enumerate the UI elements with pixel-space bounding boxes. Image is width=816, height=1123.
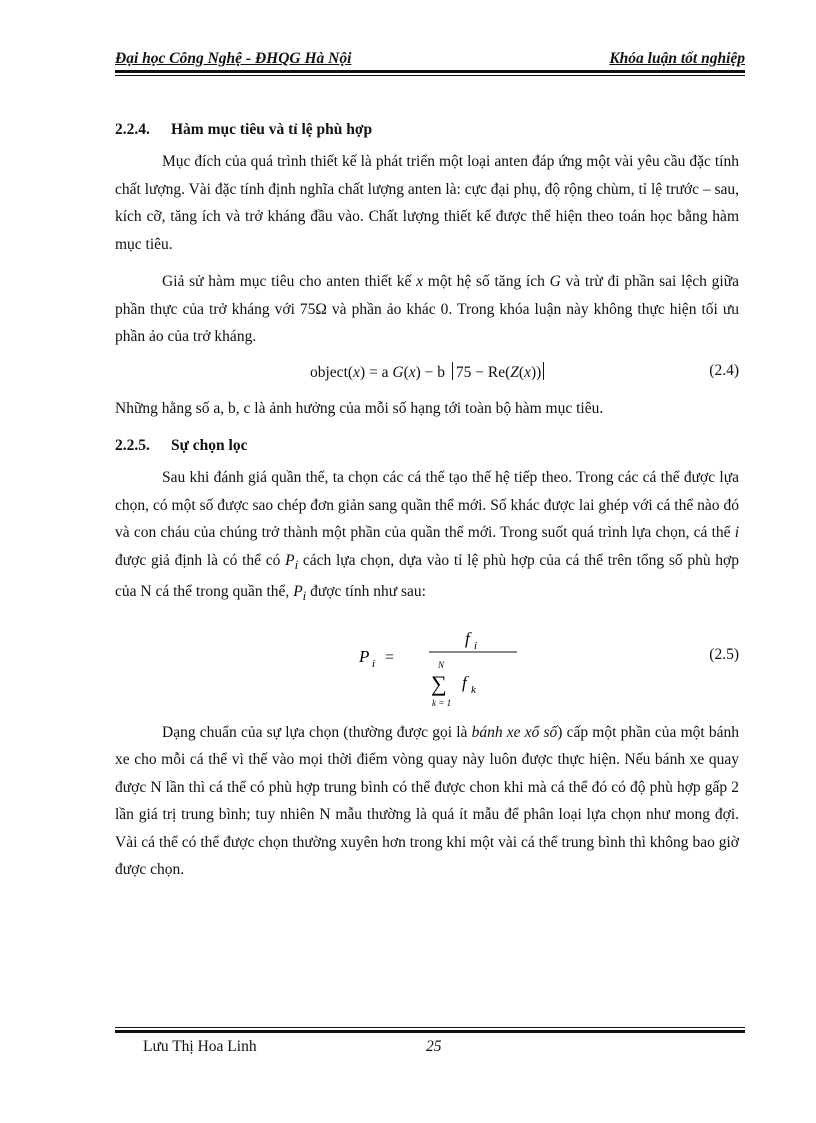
paragraph: Sau khi đánh giá quần thể, ta chọn các cá thể tạo thế hệ tiếp theo. Trong các cá thể được lựa chọn, có một số được sao chép đơn giản sang quần thể mới. Số khác được lai ghép với cá thể nào đó và con cháu của chúng trở thành một phần của quần thể mới. Trong suốt quá trình lựa chọn, cá thể i được giả định là có thể có $P_i$ cách lựa chọn, dựa vào tỉ lệ phù hợp của cá thể trên tổng số phù hợp của N cá thể trong quần thể, $P_i$ được tính như sau: [115, 469, 739, 604]
page-header [115, 50, 745, 70]
paragraph: Giả sử hàm mục tiêu cho anten thiết kế x một hệ số tăng ích G và trừ đi phần sai lệch giữa phần thực của trở kháng với 75Ω và phần ảo khác 0. Trong khóa luận này không thực hiện tối ưu phần ảo của trở kháng. [115, 273, 739, 345]
fraction-formula [345, 614, 545, 710]
section-number: 2.2.5. [115, 437, 150, 454]
paragraph: Những hằng số a, b, c là ảnh hưởng của mỗi số hạng tới toàn bộ hàm mục tiêu. [115, 399, 604, 417]
svg-text:k = 1: k = 1 [432, 697, 452, 708]
footer-rule-thick [115, 1030, 745, 1033]
svg-text:i: i [372, 657, 376, 670]
section-heading-2-2-4 [115, 118, 739, 142]
svg-text:∑: ∑ [431, 670, 447, 696]
section-heading-2-2-5 [115, 434, 739, 458]
section-title: Hàm mục tiêu và tỉ lệ phù hợp [171, 121, 373, 138]
page-body [115, 118, 739, 884]
section-number: 2.2.4. [115, 121, 150, 138]
paragraph: Dạng chuẩn của sự lựa chọn (thường được gọi là bánh xe xổ số) cấp một phần của một bánh xe cho mỗi cá thể vì thế vào mọi thời điểm vòng quay này luôn được thực hiện. Nếu bánh xe quay được N lần thì cá thể có phù hợp trung bình có thể được chon khi mà cá thể đó có độ phù hợp gấp 2 lần giá trị trung bình; tuy nhiên N mẫu thường là quá ít mẫu để phân loại lựa chọn như mong đợi. Vài cá thể có thể được chọn thường xuyên hơn trong khi một vài cá thể trung bình thì không bao giờ được chọn. [115, 723, 740, 879]
equation-2-5 [115, 610, 739, 710]
header-university: Đại học Công Nghệ - ĐHQG Hà Nội [115, 50, 352, 67]
svg-text:f: f [465, 628, 470, 648]
svg-text:=: = [385, 648, 395, 666]
svg-text:k: k [471, 683, 476, 696]
equation-formula: object(x) = a G(x) − b 75 − Re(Z(x)) [310, 362, 544, 382]
paragraph: Mục đích của quá trình thiết kế là phát triển một loại anten đáp ứng một vài yêu cầu đặc tính chất lượng. Vài đặc tính định nghĩa chất lượng anten là: cực đại phụ, độ rộng chùm, tỉ lệ trước – sau, kích cỡ, tăng ích và trở kháng đầu vào. Chất lượng thiết kế được thể hiện theo toán học bằng hàm mục tiêu. [115, 153, 739, 253]
svg-text:i: i [474, 639, 478, 652]
equation-number: (2.4) [709, 361, 739, 379]
svg-text:N: N [438, 659, 445, 670]
footer-author: Lưu Thị Hoa Linh [143, 1038, 257, 1055]
header-rule-thin [115, 75, 745, 76]
header-rule-thick [115, 70, 745, 73]
equation-number: (2.5) [709, 645, 739, 663]
equation-2-4 [115, 351, 739, 395]
section-title: Sự chọn lọc [171, 437, 248, 454]
page-number: 25 [426, 1038, 442, 1055]
footer-rule-thin [115, 1027, 745, 1028]
svg-text:f: f [462, 672, 467, 692]
svg-text:P: P [359, 646, 370, 666]
header-document-type: Khóa luận tốt nghiệp [609, 50, 745, 67]
